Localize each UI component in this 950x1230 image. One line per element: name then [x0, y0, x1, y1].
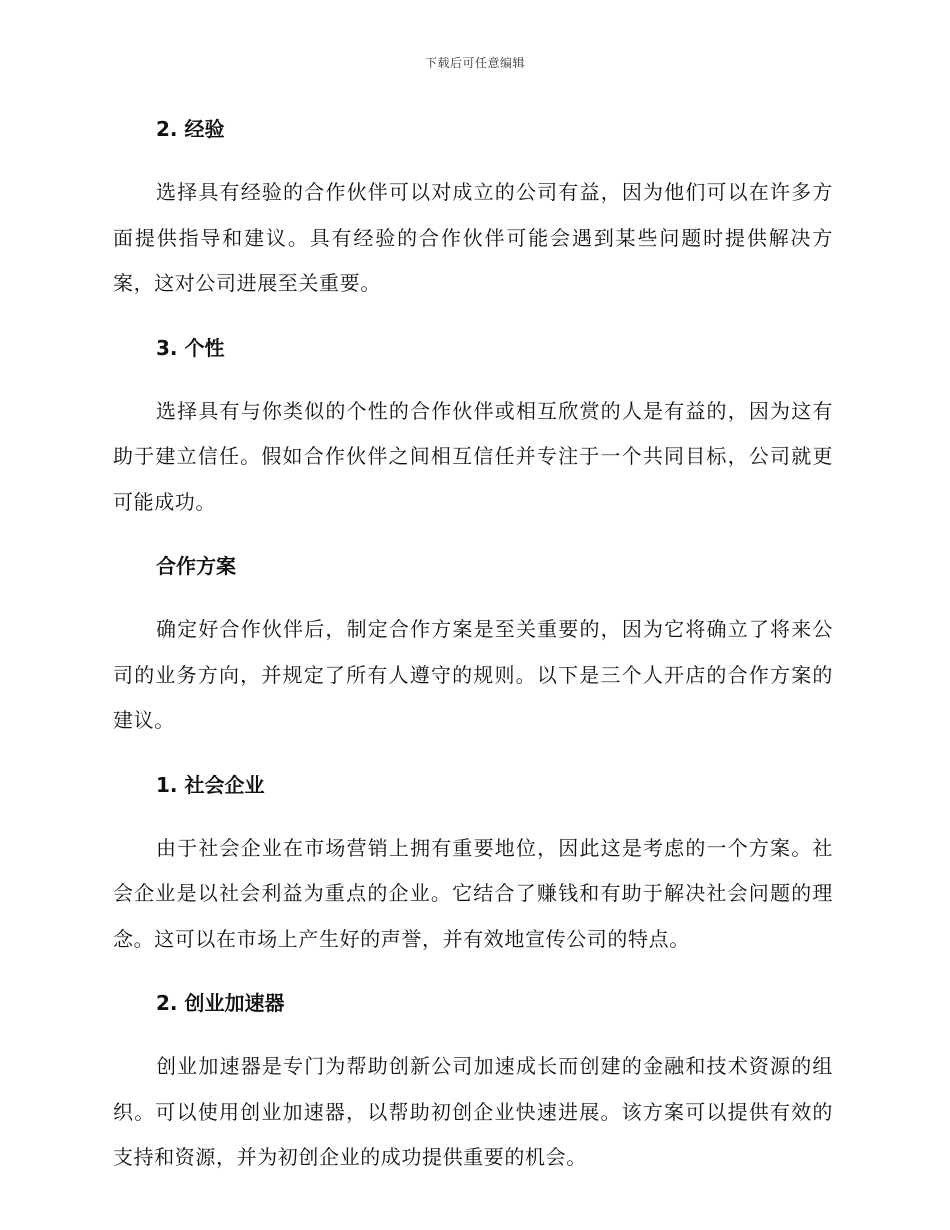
section-paragraph-startup-accelerator: 创业加速器是专门为帮助创新公司加速成长而创建的金融和技术资源的组织。可以使用创业加速器，以帮助初创企业快速进展。该方案可以提供有效的支持和资源，并为初创企业的成功提供重要的机会。 [113, 1054, 833, 1169]
section-heading-experience: 2. 经验 [156, 117, 225, 141]
section-heading-social-enterprise: 1. 社会企业 [156, 772, 265, 797]
section-paragraph-personality: 选择具有与你类似的个性的合作伙伴或相互欣赏的人是有益的，因为这有助于建立信任。假如合作伙伴之间相互信任并专注于一个共同目标，公司就更可能成功。 [113, 398, 833, 514]
section-paragraph-social-enterprise: 由于社会企业在市场营销上拥有重要地位，因此这是考虑的一个方案。社会企业是以社会利益为重点的企业。它结合了赚钱和有助于解决社会问题的理念。这可以在市场上产生好的声誉，并有效地宣传公司的特点。 [113, 835, 833, 951]
document-body [113, 112, 833, 1181]
section-heading-personality: 3. 个性 [156, 335, 225, 360]
section-heading-startup-accelerator: 2. 创业加速器 [156, 991, 285, 1015]
page-header: 下载后可任意编辑 [424, 56, 525, 70]
section-heading-cooperation-plan: 合作方案 [156, 554, 236, 578]
section-paragraph-cooperation-plan: 确定好合作伙伴后，制定合作方案是至关重要的，因为它将确立了将来公司的业务方向，并规定了所有人遵守的规则。以下是三个人开店的合作方案的建议。 [113, 617, 833, 732]
section-paragraph-experience: 选择具有经验的合作伙伴可以对成立的公司有益，因为他们可以在许多方面提供指导和建议。具有经验的合作伙伴可能会遇到某些问题时提供解决方案，这对公司进展至关重要。 [113, 180, 833, 295]
